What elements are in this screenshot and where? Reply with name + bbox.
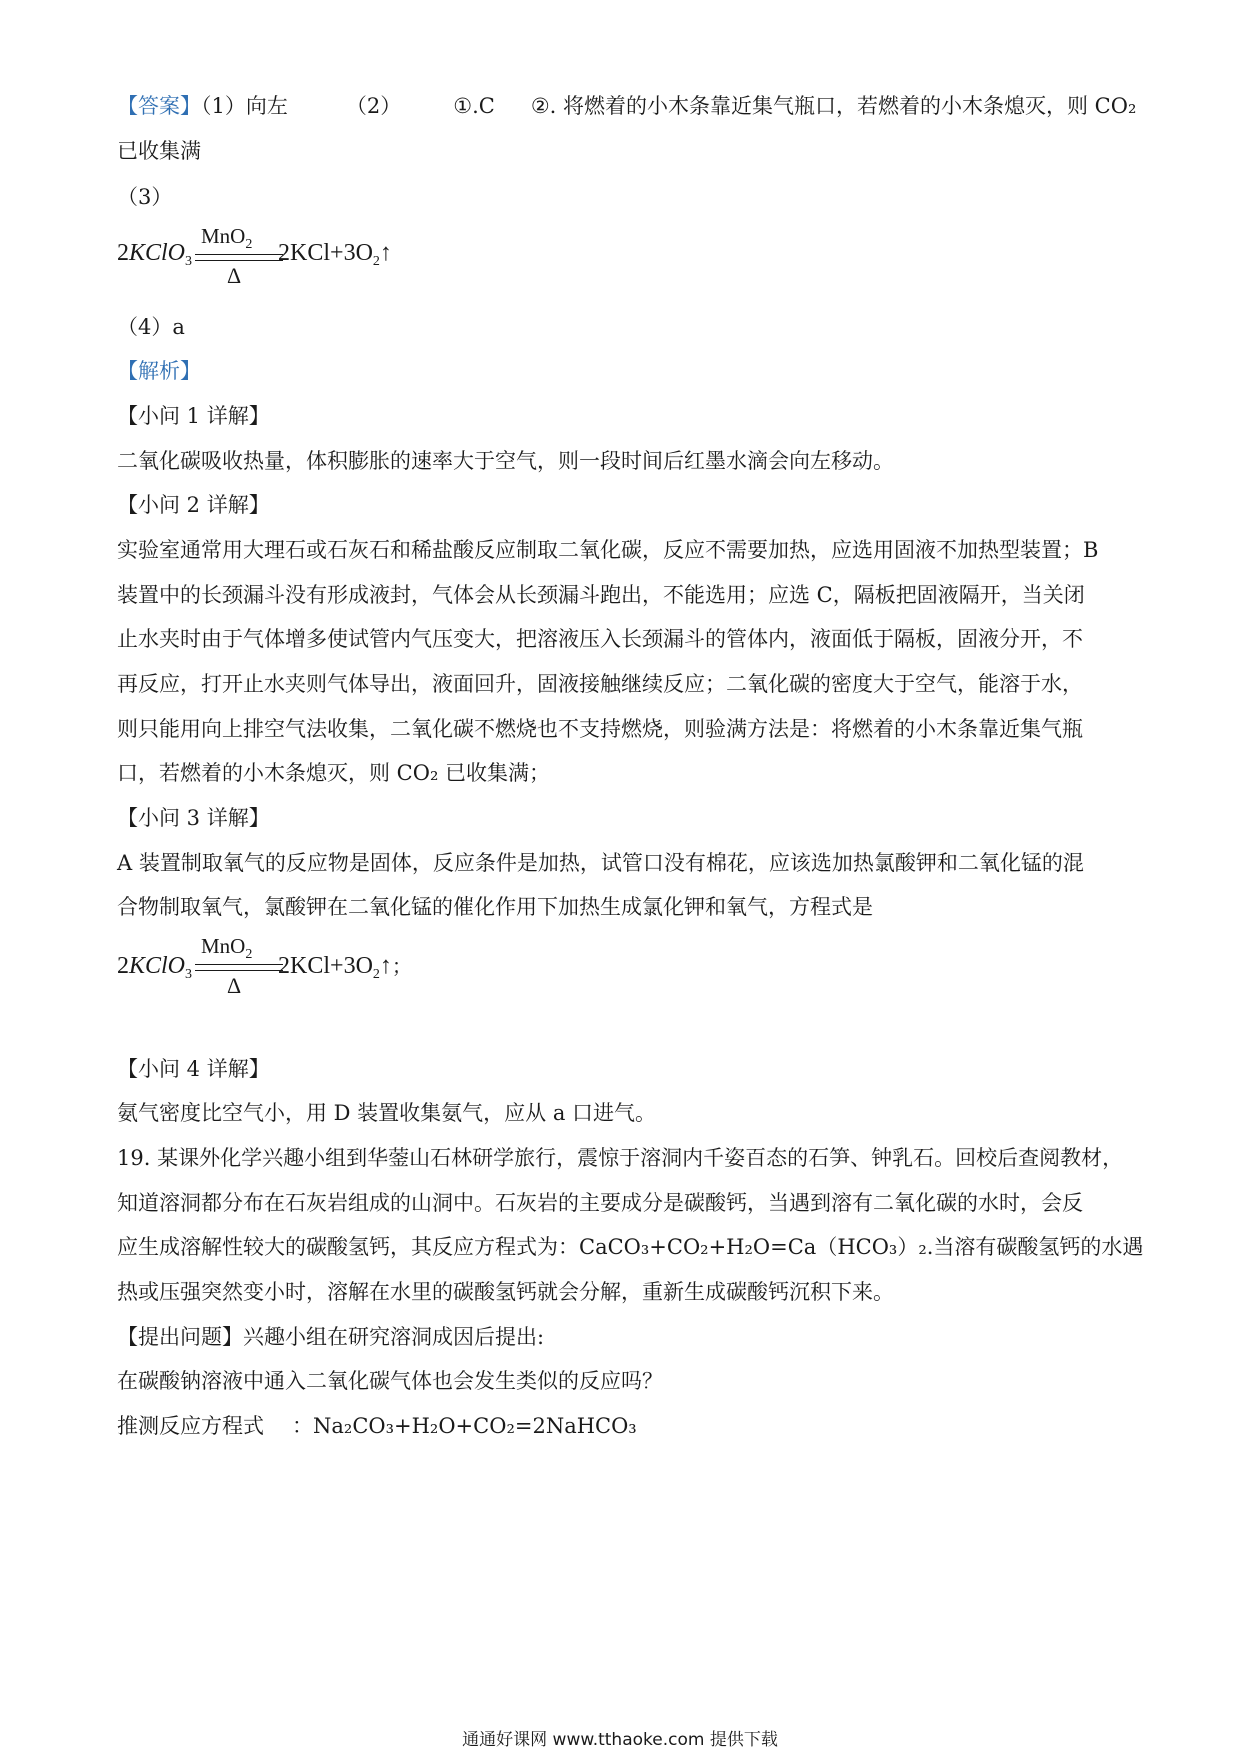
guess-label: 推测反应方程式 — [117, 1414, 264, 1438]
question-19-line: 应生成溶解性较大的碳酸氢钙，其反应方程式为：CaCO₃+CO₂+H₂O=Ca（HCO₃）₂.当溶有碳酸氢钙的水遇 — [117, 1235, 1144, 1259]
sub-question-2-title: 【小问 2 详解】 — [117, 493, 270, 517]
answer-q2-2: ②. 将燃着的小木条靠近集气瓶口，若燃着的小木条熄灭，则 CO₂ — [530, 94, 1137, 118]
problem-text: 兴趣小组在研究溶洞成因后提出: — [243, 1325, 545, 1349]
sub-question-2-line: 装置中的长颈漏斗没有形成液封，气体会从长颈漏斗跑出，不能选用；应选 C，隔板把固液隔开，当关闭 — [117, 583, 1085, 607]
sub-question-2-line: 再反应，打开止水夹则气体导出，液面回升，固液接触继续反应；二氧化碳的密度大于空气，能溶于水， — [117, 672, 1083, 696]
sub-question-2-line: 止水夹时由于气体增多使试管内气压变大，把溶液压入长颈漏斗的管体内，液面低于隔板，固液分开，不 — [117, 627, 1083, 651]
sub-question-4-title: 【小问 4 详解】 — [117, 1057, 270, 1081]
equation-answer — [117, 224, 417, 294]
catalyst-label: MnO$_2$ — [201, 934, 253, 962]
sub-question-2-line: 口，若燃着的小木条熄灭，则 CO₂ 已收集满； — [117, 761, 551, 785]
answer-q2: （2） — [345, 94, 402, 118]
sub-question-3-title: 【小问 3 详解】 — [117, 806, 270, 830]
sub-question-2-line: 实验室通常用大理石或石灰石和稀盐酸反应制取二氧化碳，反应不需要加热，应选用固液不加热型装置；B — [117, 538, 1099, 562]
answer-q2-2-continued: 已收集满 — [117, 139, 201, 163]
sub-question-3-line: A 装置制取氧气的反应物是固体，反应条件是加热，试管口没有棉花，应该选加热氯酸钾和二氧化锰的混 — [117, 851, 1084, 875]
sub-question-1-title: 【小问 1 详解】 — [117, 404, 270, 428]
answer-q2-1: ①.C — [453, 94, 495, 118]
heat-condition: Δ — [227, 263, 242, 288]
answer-q4: （4）a — [117, 315, 185, 339]
problem-line — [117, 1322, 544, 1352]
question-19-line: 19. 某课外化学兴趣小组到华蓥山石林研学旅行，震惊于溶洞内千姿百态的石笋、钟乳石。回校后查阅教材， — [117, 1146, 1124, 1170]
sub-question-1-text: 二氧化碳吸收热量，体积膨胀的速率大于空气，则一段时间后红墨水滴会向左移动。 — [117, 449, 894, 473]
guess-equation: ：Na₂CO₃+H₂O+CO₂=2NaHCO₃ — [292, 1414, 637, 1438]
question-19-line: 知道溶洞都分布在石灰岩组成的山洞中。石灰岩的主要成分是碳酸钙，当遇到溶有二氧化碳的水时，会反 — [117, 1191, 1083, 1215]
answer-label: 【答案】 — [117, 94, 201, 118]
guess-line — [117, 1411, 637, 1441]
catalyst-label: MnO$_2$ — [201, 224, 253, 252]
question-text: 在碳酸钠溶液中通入二氧化碳气体也会发生类似的反应吗？ — [117, 1369, 663, 1393]
problem-label: 【提出问题】 — [117, 1325, 243, 1349]
answer-q3: （3） — [117, 185, 173, 209]
answer-q1: （1）向左 — [201, 94, 288, 118]
page-footer: 通通好课网 www.tthaoke.com 提供下载 — [462, 1730, 778, 1750]
analysis-label: 【解析】 — [117, 359, 201, 383]
sub-question-4-text: 氨气密度比空气小，用 D 装置收集氨气，应从 a 口进气。 — [117, 1101, 657, 1125]
equation-body: 2KClO$_3$ $2KCl+3O_2↑$ — [117, 240, 392, 269]
question-19-line: 热或压强突然变小时，溶解在水里的碳酸氢钙就会分解，重新生成碳酸钙沉积下来。 — [117, 1280, 894, 1304]
equation-analysis — [117, 934, 437, 1004]
sub-question-3-line: 合物制取氧气，氯酸钾在二氧化锰的催化作用下加热生成氯化钾和氧气，方程式是 — [117, 895, 873, 919]
equation-body: 2KClO$_3$ $2KCl+3O_2↑$； — [117, 953, 412, 982]
answer-line-1 — [117, 91, 1136, 121]
heat-condition: Δ — [227, 973, 242, 998]
sub-question-2-line: 则只能用向上排空气法收集，二氧化碳不燃烧也不支持燃烧，则验满方法是：将燃着的小木条靠近集气瓶 — [117, 717, 1083, 741]
